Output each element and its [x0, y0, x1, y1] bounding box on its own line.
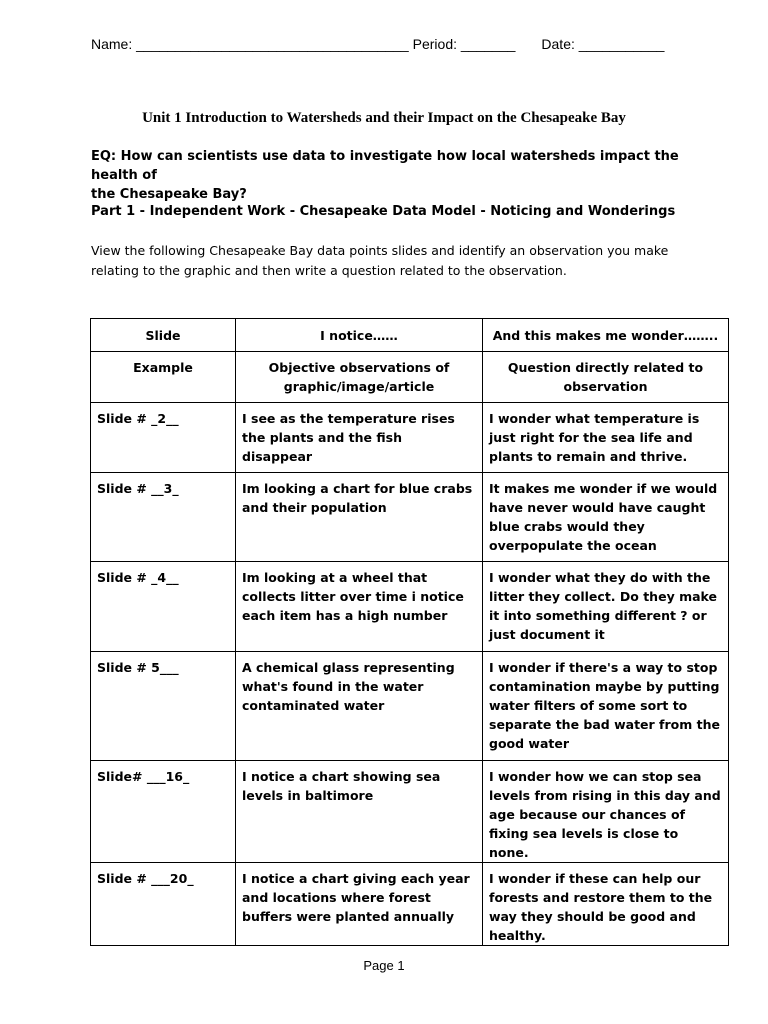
example-slide-label: Example	[133, 360, 193, 375]
example-notice-cell	[236, 352, 483, 403]
example-slide-cell	[91, 352, 236, 403]
student-info-line	[91, 36, 664, 52]
part-heading: Part 1 - Independent Work - Chesapeake Data Model - Noticing and Wonderings	[91, 204, 676, 219]
essential-question-line: the Chesapeake Bay?	[91, 187, 247, 202]
slide-cell[interactable]: Slide # _4__	[91, 562, 236, 652]
table-row	[91, 562, 729, 652]
example-wonder-line: observation	[563, 379, 648, 394]
table-row	[91, 761, 729, 863]
notice-cell[interactable]: Im looking at a wheel that collects litter over time i notice each item has a high number	[236, 562, 483, 652]
slide-cell[interactable]: Slide # __3_	[91, 473, 236, 562]
slide-cell[interactable]: Slide# ___16_	[91, 761, 236, 863]
table-row	[91, 652, 729, 761]
example-wonder-cell	[483, 352, 729, 403]
instructions-line: View the following Chesapeake Bay data points slides and identify an observation you make	[91, 243, 669, 258]
example-wonder-line: Question directly related to	[507, 360, 704, 375]
instructions	[91, 241, 691, 280]
wonder-cell[interactable]: I wonder if these can help our forests and restore them to the way they should be good and healthy.	[483, 863, 729, 946]
notice-cell[interactable]: I see as the temperature rises the plants and the fish disappear	[236, 403, 483, 473]
name-field[interactable]: Name: ___________________________________	[91, 36, 409, 52]
unit-title: Unit 1 Introduction to Watersheds and their Impact on the Chesapeake Bay	[142, 110, 626, 126]
example-row	[91, 352, 729, 403]
notice-cell[interactable]: Im looking a chart for blue crabs and their population	[236, 473, 483, 562]
essential-question-line: EQ: How can scientists use data to investigate how local watersheds impact the health of	[91, 149, 679, 183]
notice-cell[interactable]: A chemical glass representing what's found in the water contaminated water	[236, 652, 483, 761]
period-field[interactable]: Period: _______	[412, 36, 516, 52]
example-notice-line: Objective observations of	[268, 360, 450, 375]
wonder-cell[interactable]: I wonder what they do with the litter they collect. Do they make it into something different ? or just document it	[483, 562, 729, 652]
slide-cell[interactable]: Slide # ___20_	[91, 863, 236, 946]
column-header-slide: Slide	[91, 319, 236, 352]
essential-question	[91, 147, 691, 204]
table-row	[91, 473, 729, 562]
notice-cell[interactable]: I notice a chart giving each year and locations where forest buffers were planted annually	[236, 863, 483, 946]
column-header-wonder: And this makes me wonder……..	[483, 319, 729, 352]
table-row	[91, 863, 729, 946]
table-row	[91, 403, 729, 473]
slide-cell[interactable]: Slide # 5___	[91, 652, 236, 761]
table-header-row	[91, 319, 729, 352]
date-field[interactable]: Date: ___________	[541, 36, 665, 52]
slide-cell[interactable]: Slide # _2__	[91, 403, 236, 473]
wonder-cell[interactable]: It makes me wonder if we would have never would have caught blue crabs would they overpopulate the ocean	[483, 473, 729, 562]
wonder-cell[interactable]: I wonder how we can stop sea levels from rising in this day and age because our chances of fixing sea levels is close to none.	[483, 761, 729, 863]
instructions-line: relating to the graphic and then write a question related to the observation.	[91, 262, 567, 278]
wonder-cell[interactable]: I wonder if there's a way to stop contamination maybe by putting water filters of some sort to separate the bad water from the good water	[483, 652, 729, 761]
column-header-notice: I notice……	[236, 319, 483, 352]
notice-wonder-table	[90, 318, 729, 946]
notice-cell[interactable]: I notice a chart showing sea levels in baltimore	[236, 761, 483, 863]
page-number: Page 1	[363, 958, 405, 973]
wonder-cell[interactable]: I wonder what temperature is just right for the sea life and plants to remain and thrive.	[483, 403, 729, 473]
example-notice-line: graphic/image/article	[283, 379, 435, 394]
